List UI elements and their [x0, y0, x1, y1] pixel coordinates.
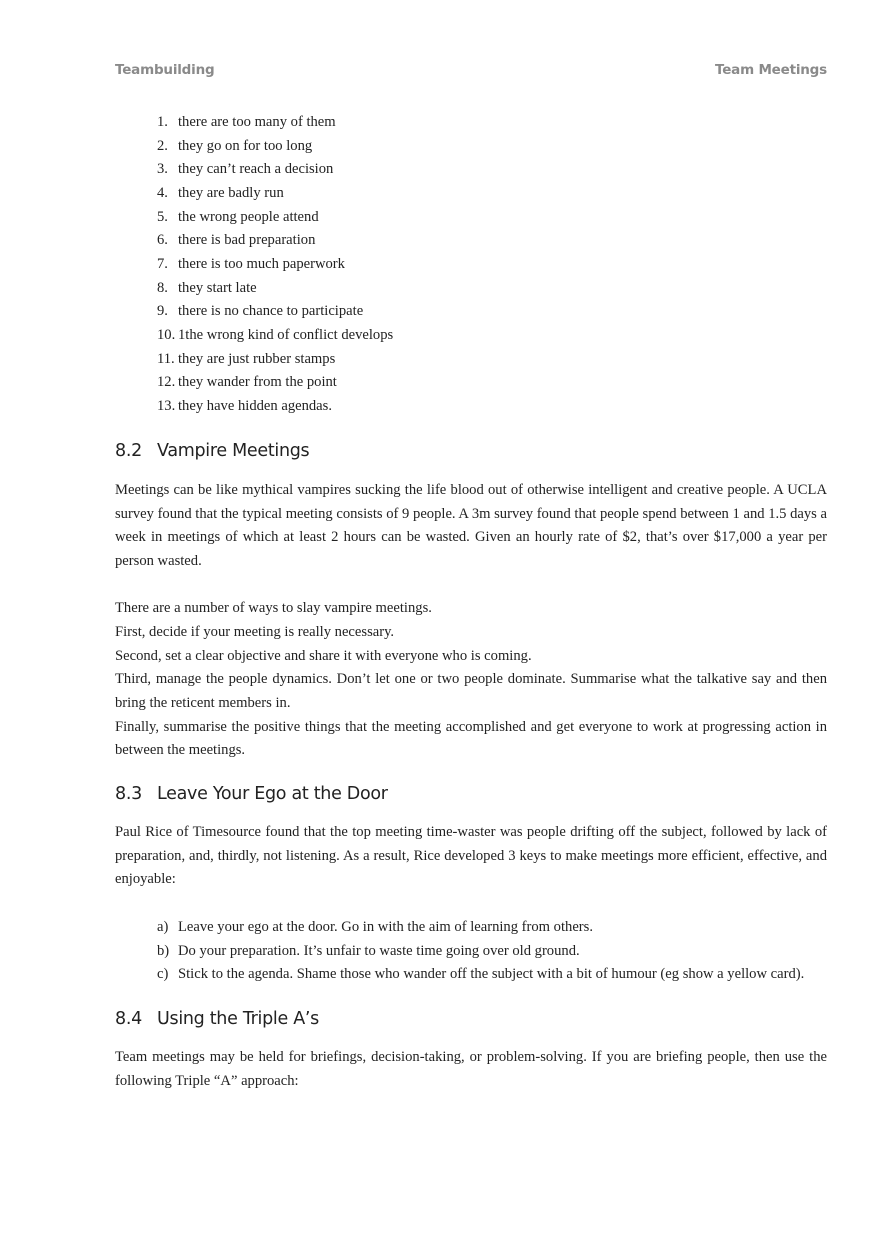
list-text: there are too many of them [178, 114, 336, 130]
paragraph: First, decide if your meeting is really necessary. [115, 623, 395, 640]
list-text: they start late [178, 279, 257, 296]
list-item [115, 111, 827, 135]
list-text: Stick to the agenda. Shame those who wander off the subject with a bit of humour (eg show a yellow card). [178, 966, 805, 983]
section-heading-8-3 [115, 784, 388, 804]
paragraph: Second, set a clear objective and share it with everyone who is coming. [115, 647, 532, 664]
section-title: Leave Your Ego at the Door [157, 784, 388, 804]
list-marker: 3. [157, 161, 168, 178]
list-item [115, 182, 827, 206]
list-item [115, 371, 827, 395]
section-title: Using the Triple A’s [157, 1009, 319, 1029]
list-item [115, 916, 827, 940]
list-item [115, 300, 827, 324]
list-item [115, 253, 827, 277]
list-marker: 7. [157, 255, 168, 272]
list-item [115, 395, 827, 419]
paragraph: Finally, summarise the positive things that the meeting accomplished and get everyone to work at progressing action in between the meetings. [115, 718, 827, 759]
list-item [115, 229, 827, 253]
list-item [115, 277, 827, 301]
section-number: 8.3 [115, 784, 142, 804]
list-text: they wander from the point [178, 374, 337, 391]
list-text: there is bad preparation [178, 232, 316, 249]
list-marker: b) [157, 942, 170, 959]
list-marker: 11. [157, 350, 175, 367]
list-marker: 8. [157, 279, 168, 296]
list-marker: 13. [157, 397, 176, 414]
section-8-2-body [115, 479, 827, 763]
list-text: they have hidden agendas. [178, 397, 332, 414]
list-text: Do your preparation. It’s unfair to waste time going over old ground. [178, 942, 580, 959]
list-marker: 10. [157, 326, 176, 343]
list-item [115, 348, 827, 372]
paragraph: Third, manage the people dynamics. Don’t let one or two people dominate. Summarise what the talkative say and then bring the reticent members in. [115, 671, 827, 711]
list-marker: 4. [157, 184, 168, 201]
list-text: the wrong people attend [178, 208, 319, 225]
paragraph: Team meetings may be held for briefings, decision-taking, or problem-solving. If you are briefing people, then use the following Triple “A” approach: [115, 1049, 827, 1089]
running-header-left: Teambuilding [115, 62, 215, 78]
list-text: 1the wrong kind of conflict develops [178, 326, 394, 343]
section-8-3-body [115, 821, 827, 892]
list-text: Leave your ego at the door. Go in with the aim of learning from others. [178, 919, 593, 935]
list-text: they are just rubber stamps [178, 350, 336, 367]
running-header-right: Team Meetings [715, 62, 827, 78]
list-item [115, 135, 827, 159]
list-text: they go on for too long [178, 137, 313, 154]
list-item [115, 158, 827, 182]
list-marker: 9. [157, 303, 168, 320]
section-8-4-body [115, 1046, 827, 1093]
list-marker: 2. [157, 137, 168, 154]
section-title: Vampire Meetings [157, 441, 310, 461]
list-marker: 1. [157, 114, 168, 130]
list-item [115, 206, 827, 230]
list-text: there is too much paperwork [178, 255, 345, 272]
paragraph: Paul Rice of Timesource found that the top meeting time-waster was people drifting off the subject, followed by lack of preparation, and, thirdly, not listening. As a result, Rice developed 3 keys to make meetings more efficient, effective, and enjoyable: [115, 824, 827, 888]
list-item [115, 324, 827, 348]
list-marker: c) [157, 966, 169, 983]
keys-list [115, 916, 827, 987]
section-heading-8-4 [115, 1009, 319, 1029]
list-marker: a) [157, 919, 169, 935]
list-text: they are badly run [178, 184, 284, 201]
section-number: 8.4 [115, 1009, 142, 1029]
list-text: there is no chance to participate [178, 303, 364, 320]
list-item [115, 963, 827, 987]
list-marker: 12. [157, 374, 176, 391]
section-number: 8.2 [115, 441, 142, 461]
section-heading-8-2 [115, 441, 309, 461]
paragraph: Meetings can be like mythical vampires sucking the life blood out of otherwise intelligent and creative people. A UCLA survey found that the typical meeting consists of 9 people. A 3m survey found that people spend between 1 and 1.5 days a week in meetings of which at least 2 hours can be wasted. Given an hourly rate of $2, that’s over $17,000 a year per person wasted. [115, 482, 827, 569]
list-marker: 5. [157, 208, 168, 225]
list-item [115, 940, 827, 964]
paragraph: There are a number of ways to slay vampire meetings. [115, 600, 432, 617]
list-text: they can’t reach a decision [178, 161, 334, 178]
problems-list [115, 111, 827, 419]
list-marker: 6. [157, 232, 168, 249]
